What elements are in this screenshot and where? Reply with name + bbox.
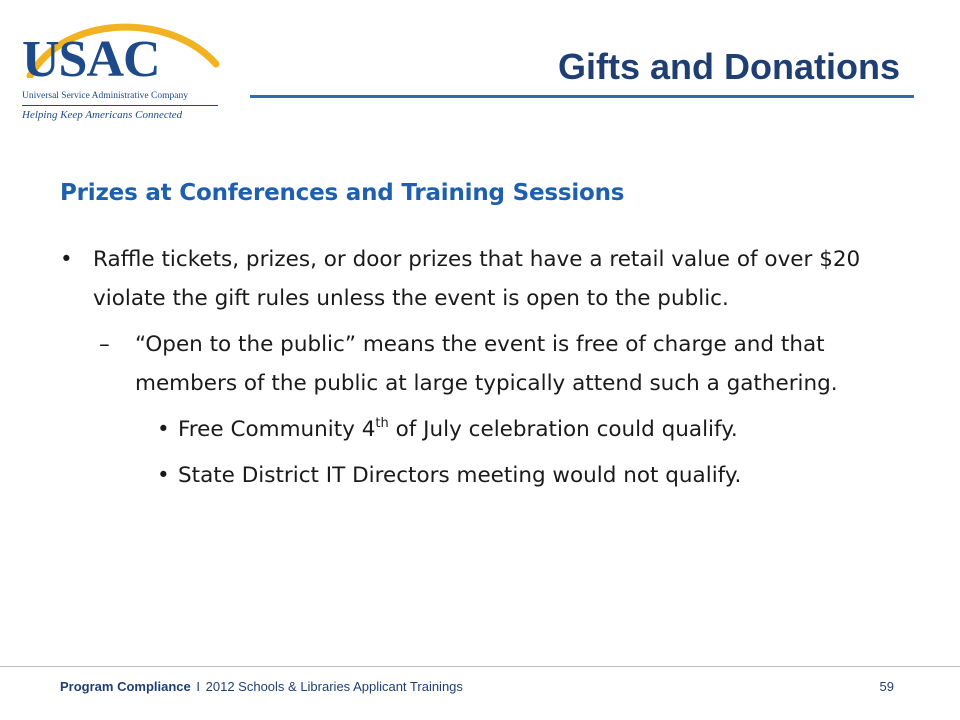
bullet-dot: • (157, 417, 170, 442)
bullet-text: Raffle tickets, prizes, or door prizes that have a retail value of over $20 violate the gift rules unless the event is open to the public. (93, 247, 861, 311)
bullet-raffle-rule (60, 240, 910, 318)
slide-title: Gifts and Donations (558, 46, 900, 87)
bullet-text (178, 417, 738, 442)
slide-body (60, 240, 910, 495)
bullet-community-example (60, 410, 910, 449)
footer-text (60, 679, 463, 694)
bullet-text-part: Free Community 4 (178, 417, 376, 442)
bullet-text: “Open to the public” means the event is free of charge and that members of the public at large typically attend such a gathering. (135, 332, 838, 396)
section-heading: Prizes at Conferences and Training Sessions (60, 180, 625, 206)
usac-logo (10, 18, 220, 121)
bullet-dash: – (99, 332, 110, 357)
bullet-open-to-public (60, 325, 910, 403)
logo-tagline: Helping Keep Americans Connected (22, 109, 183, 121)
title-underline (250, 95, 914, 98)
footer-event: 2012 Schools & Libraries Applicant Trainings (205, 679, 463, 694)
footer-divider (0, 666, 960, 667)
page-number: 59 (879, 679, 894, 694)
bullet-directors-example (60, 456, 910, 495)
logo-subtitle: Universal Service Administrative Company (22, 91, 188, 101)
bullet-dot: • (60, 247, 73, 272)
logo-divider (22, 105, 218, 106)
footer-program: Program Compliance (60, 679, 191, 694)
ordinal-superscript: th (375, 416, 389, 431)
logo-wordmark: USAC (22, 31, 160, 88)
bullet-dot: • (157, 463, 170, 488)
footer-separator: I (196, 679, 201, 694)
bullet-text-part: of July celebration could qualify. (388, 417, 738, 442)
bullet-text: State District IT Directors meeting would not qualify. (178, 463, 742, 488)
